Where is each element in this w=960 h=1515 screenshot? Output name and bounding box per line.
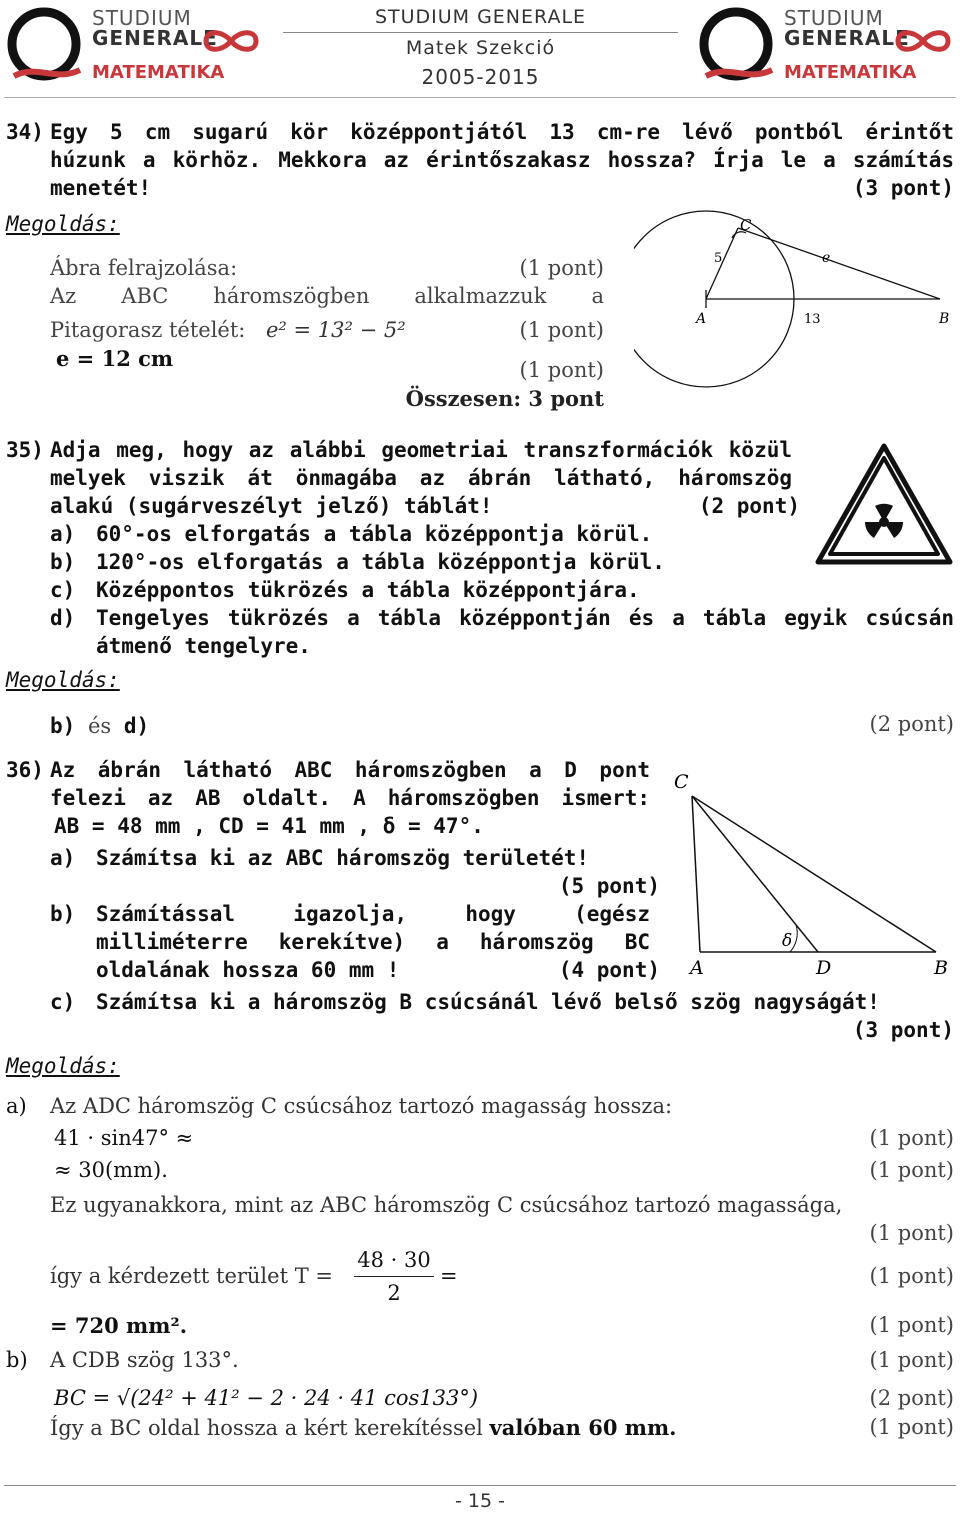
p34-solution-label: Megoldás: (6, 212, 120, 236)
p34-label-B: B (939, 311, 950, 327)
p36-sol-b-label: b) (6, 1348, 28, 1372)
p34-s1-points: (1 pont) (519, 256, 604, 280)
infinity-icon (200, 28, 262, 54)
p34-s3: Pitagorasz tételét: (50, 318, 246, 342)
p36-sol-a5: így a kérdezett terület T = (50, 1264, 333, 1288)
p35-option-b: 120°-os elforgatás a tábla középpontja körül. (96, 550, 665, 574)
p34-line2: húzunk a körhöz. Mekkora az érintőszakasz hossza? Írja le a számítás (50, 148, 954, 172)
header-divider (283, 32, 678, 33)
p35-label-c: c) (50, 578, 76, 602)
p35-number: 35) (6, 438, 44, 462)
p34-s3-formula: e² = 13² − 5² (266, 318, 406, 342)
footer-rule (4, 1485, 956, 1486)
header-subtitle: Matek Szekció (405, 37, 556, 59)
header-years: 2005-2015 (421, 65, 540, 89)
p35-label-b: b) (50, 550, 76, 574)
p34-line1: Egy 5 cm sugarú kör középpontjától 13 cm-re lévő pontból érintőt (50, 120, 954, 144)
p35-answer-d: d) (123, 714, 150, 738)
infinity-logo-icon (6, 4, 86, 94)
radiation-warning-sign-icon (814, 440, 954, 568)
infinity-logo-icon-right (698, 4, 778, 94)
p36-label-a: a) (50, 846, 76, 870)
logo-generale-right: GENERALE (784, 26, 910, 50)
logo-matematika-right: MATEMATIKA (784, 62, 917, 83)
p36-sol-a3-points: (1 pont) (869, 1158, 954, 1182)
p36-sol-a6-points: (1 pont) (869, 1313, 954, 1337)
p36-sol-b2-points: (2 pont) (869, 1386, 954, 1410)
p36-sol-b1: A CDB szög 133°. (50, 1348, 239, 1372)
p36-sol-a6: = 720 mm². (50, 1313, 188, 1338)
p36-task-a: Számítsa ki az ABC háromszög területét! (96, 846, 590, 870)
infinity-icon-right (892, 28, 954, 54)
p34-s1: Ábra felrajzolása: (50, 256, 238, 280)
p34-label-e: e (822, 250, 831, 266)
p36-sol-a-label: a) (6, 1094, 27, 1118)
p35-line2: melyek viszik át önmagába az ábrán látható, háromszög (50, 466, 792, 490)
p36-label-delta: δ (782, 931, 793, 951)
p35-option-a: 60°-os elforgatás a tábla középpontja körül. (96, 522, 653, 546)
p35-line1: Adja meg, hogy az alábbi geometriai transzformációk közül (50, 438, 792, 462)
p36-task-b3: oldalának hossza 60 mm ! (96, 958, 400, 982)
p36-triangle-figure (664, 766, 956, 982)
p36-sol-a2-points: (1 pont) (869, 1126, 954, 1150)
p35-option-d2: átmenő tengelyre. (96, 634, 311, 658)
p36-label-D: D (816, 957, 832, 979)
p34-circle-tangent-figure (634, 210, 954, 410)
page-header (0, 0, 960, 100)
p36-sol-a5-numerator: 48 · 30 (357, 1248, 431, 1272)
p35-answer-points: (2 pont) (869, 712, 954, 736)
p36-sol-b2: BC = √(24² + 41² − 2 · 24 · 41 cos133°) (54, 1386, 479, 1410)
p34-number: 34) (6, 120, 44, 144)
p35-option-c: Középpontos tükrözés a tábla középpontjára. (96, 578, 640, 602)
p34-s2: Az ABC háromszögben alkalmazzuk a (50, 284, 604, 308)
p36-fraction-bar (354, 1276, 434, 1277)
p36-sol-a5-denominator: 2 (387, 1281, 401, 1305)
p36-task-b2: milliméterre kerekítve) a háromszög BC (96, 930, 650, 954)
p36-task-a-points: (5 pont) (558, 874, 660, 898)
p36-sol-b3a: Így a BC oldal hossza a kért kerekítéssel (50, 1416, 483, 1440)
p35-points: (2 pont) (698, 494, 800, 518)
header-title: STUDIUM GENERALE (374, 6, 587, 28)
header-rule (4, 97, 956, 98)
p34-label-C: C (740, 216, 752, 234)
p34-s4-points: (1 pont) (519, 358, 604, 382)
p36-sol-a5-equals: = (440, 1264, 458, 1288)
p36-sol-a3: ≈ 30(mm). (54, 1158, 168, 1182)
p35-label-d: d) (50, 606, 76, 630)
p34-label-13: 13 (804, 312, 821, 327)
p35-label-a: a) (50, 522, 76, 546)
p36-label-c: c) (50, 990, 76, 1014)
p34-s4: e = 12 cm (56, 346, 174, 371)
p34-total: Összesen: 3 pont (405, 386, 604, 411)
p36-sol-a2: 41 · sin47° ≈ (54, 1126, 194, 1150)
logo-matematika: MATEMATIKA (92, 62, 225, 83)
p34-line3: menetét! (50, 176, 152, 200)
p35-option-d1: Tengelyes tükrözés a tábla középpontján és a tábla egyik csúcsán (96, 606, 954, 630)
p36-label-C: C (674, 771, 689, 793)
p36-sol-a5-points: (1 pont) (869, 1264, 954, 1288)
p36-label-A: A (690, 957, 704, 979)
p36-number: 36) (6, 758, 44, 782)
p36-solution-label: Megoldás: (6, 1054, 120, 1078)
p34-label-r: 5 (714, 251, 723, 266)
p36-line3: AB = 48 mm , CD = 41 mm , δ = 47°. (54, 814, 484, 838)
p36-label-B: B (934, 957, 948, 979)
p36-sol-b3-points: (1 pont) (869, 1415, 954, 1439)
p35-solution-label: Megoldás: (6, 668, 120, 692)
p36-sol-a4: Ez ugyanakkora, mint az ABC háromszög C csúcsához tartozó magassága, (50, 1193, 843, 1217)
logo-studium: STUDIUM (92, 6, 192, 30)
p35-answer-es: és (87, 714, 112, 738)
p34-points: (3 pont) (852, 176, 954, 200)
p36-task-c: Számítsa ki a háromszög B csúcsánál lévő belső szög nagyságát! (96, 990, 880, 1014)
p36-sol-b1-points: (1 pont) (869, 1348, 954, 1372)
p36-task-c-points: (3 pont) (852, 1018, 954, 1042)
page-number: - 15 - (455, 1490, 505, 1512)
p36-line1: Az ábrán látható ABC háromszögben a D pont (50, 758, 650, 782)
p34-label-A: A (696, 311, 707, 327)
p35-answer-b: b) (50, 714, 76, 738)
p36-task-b1: Számítással igazolja, hogy (egész (96, 902, 650, 926)
p34-s3-points: (1 pont) (519, 318, 604, 342)
p36-sol-a1: Az ADC háromszög C csúcsához tartozó magasság hossza: (50, 1094, 673, 1118)
logo-studium-right: STUDIUM (784, 6, 884, 30)
p36-sol-b3b: valóban 60 mm. (489, 1415, 677, 1440)
p36-sol-a4-points: (1 pont) (869, 1221, 954, 1245)
p36-line2: felezi az AB oldalt. A háromszögben ismert: (50, 786, 650, 810)
logo-generale: GENERALE (92, 26, 218, 50)
p36-task-b-points: (4 pont) (558, 958, 660, 982)
p36-label-b: b) (50, 902, 76, 926)
p35-line3: alakú (sugárveszélyt jelző) táblát! (50, 494, 493, 518)
